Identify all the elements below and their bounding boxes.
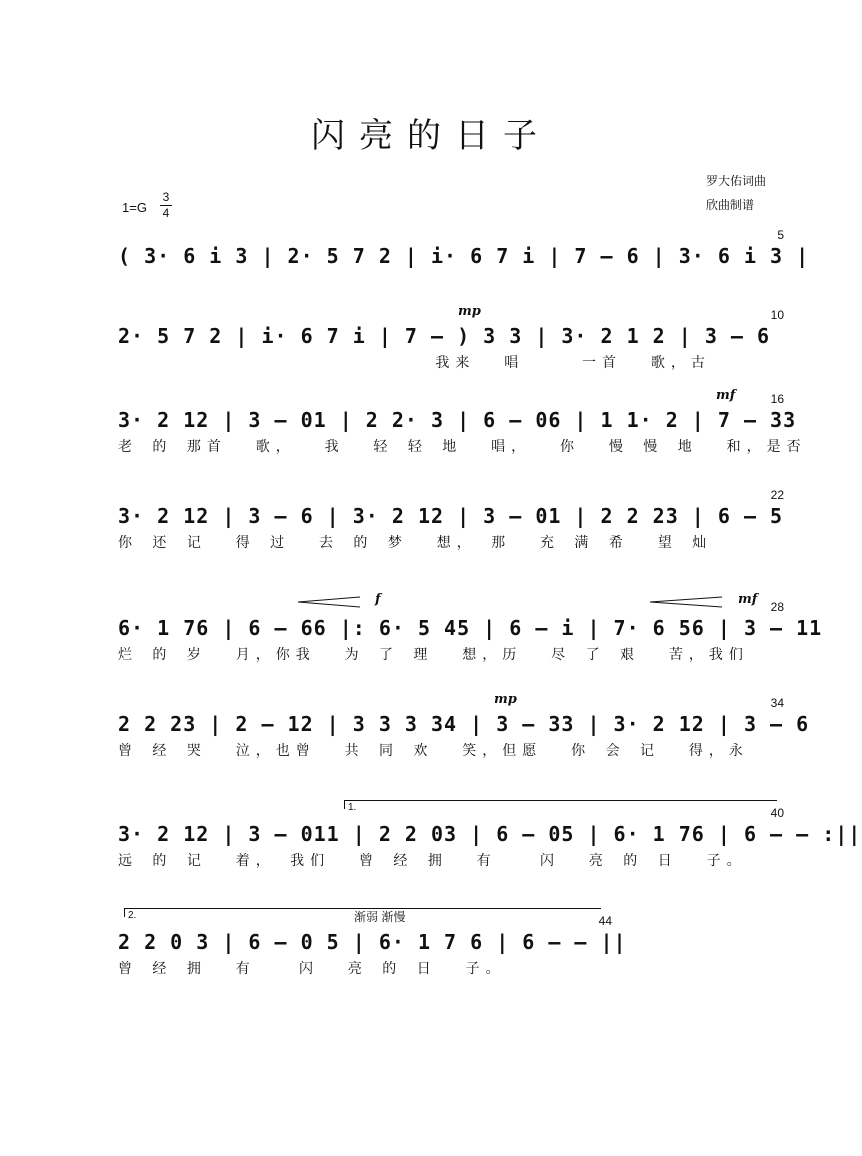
time-signature-top: 3: [162, 190, 170, 204]
score-system-3: [0, 388, 862, 478]
score-system-5: [0, 592, 862, 686]
score-system-7: [0, 802, 862, 892]
notation-line: 6· 1 76 | 6 – 66 |: 6· 5 45 | 6 – i | 7· 6 56 | 3 – 11: [118, 616, 823, 640]
first-ending-bracket: [344, 800, 777, 813]
measure-number: 28: [770, 600, 784, 614]
dynamic-mark: mf: [738, 592, 758, 607]
notation-line: 2 2 0 3 | 6 – 0 5 | 6· 1 7 6 | 6 – – ||: [118, 930, 627, 954]
arranger-credit: 欣曲制谱: [706, 198, 755, 212]
notation-line: 3· 2 12 | 3 – 6 | 3· 2 12 | 3 – 01 | 2 2 23 | 6 – 5: [118, 504, 784, 528]
lyrics-line: 曾 经 拥 有 闪 亮 的 日 子。: [118, 961, 506, 977]
notation-line: 3· 2 12 | 3 – 01 | 2 2· 3 | 6 – 06 | 1 1· 2 | 7 – 33: [118, 408, 797, 432]
time-signature-bottom: 4: [162, 206, 170, 220]
lyrics-line: 远 的 记 着， 我们 曾 经 拥 有 闪 亮 的 日 子。: [118, 853, 747, 869]
dynamic-mark: mp: [458, 304, 481, 319]
measure-number: 40: [770, 806, 784, 820]
measure-number: 10: [770, 308, 784, 322]
dynamic-mark: mp: [494, 692, 517, 707]
measure-number: 44: [598, 914, 612, 928]
score-system-2: [0, 304, 862, 394]
lyrics-line: 你 还 记 得 过 去 的 梦 想， 那 充 满 希 望 灿: [118, 535, 713, 551]
first-ending-label: 1.: [348, 802, 357, 813]
score-system-1: [0, 228, 862, 314]
lyrics-line: 曾 经 哭 泣，也曾 共 同 欢 笑，但愿 你 会 记 得，永: [118, 743, 749, 759]
crescendo-hairpin: [650, 596, 722, 608]
measure-number: 22: [770, 488, 784, 502]
dynamic-mark: f: [375, 592, 381, 607]
song-title: 闪亮的日子: [311, 116, 551, 156]
time-signature: [160, 191, 172, 220]
crescendo-hairpin: [298, 596, 360, 608]
tempo-hint: 渐弱 渐慢: [354, 910, 406, 924]
notation-line: 3· 2 12 | 3 – 011 | 2 2 03 | 6 – 05 | 6· 1 76 | 6 – – :||: [118, 822, 862, 846]
notation-line: 2· 5 7 2 | i· 6 7 i | 7 – ) 3 3 | 3· 2 1 2 | 3 – 6: [118, 324, 771, 348]
notation-line: ( 3· 6 i 3 | 2· 5 7 2 | i· 6 7 i | 7 – 6 | 3· 6 i 3 |: [118, 244, 810, 268]
lyrics-line: 我来 唱 一首 歌，古: [118, 355, 711, 371]
composer-credit: 罗大佑词曲: [706, 174, 767, 188]
score-system-8: [0, 910, 862, 1000]
notation-line: 2 2 23 | 2 – 12 | 3 3 3 34 | 3 – 33 | 3· 2 12 | 3 – 6: [118, 712, 810, 736]
score-system-4: [0, 488, 862, 574]
lyrics-line: 老 的 那首 歌， 我 轻 轻 地 唱， 你 慢 慢 地 和，是否: [118, 439, 807, 455]
measure-number: 16: [770, 392, 784, 406]
measure-number: 5: [777, 228, 784, 242]
lyrics-line: 烂 的 岁 月，你我 为 了 理 想，历 尽 了 艰 苦，我们: [118, 647, 749, 663]
key-signature: 1=G: [122, 200, 147, 215]
score-system-6: [0, 692, 862, 782]
measure-number: 34: [770, 696, 784, 710]
dynamic-mark: mf: [716, 388, 736, 403]
second-ending-label: 2.: [128, 910, 137, 921]
